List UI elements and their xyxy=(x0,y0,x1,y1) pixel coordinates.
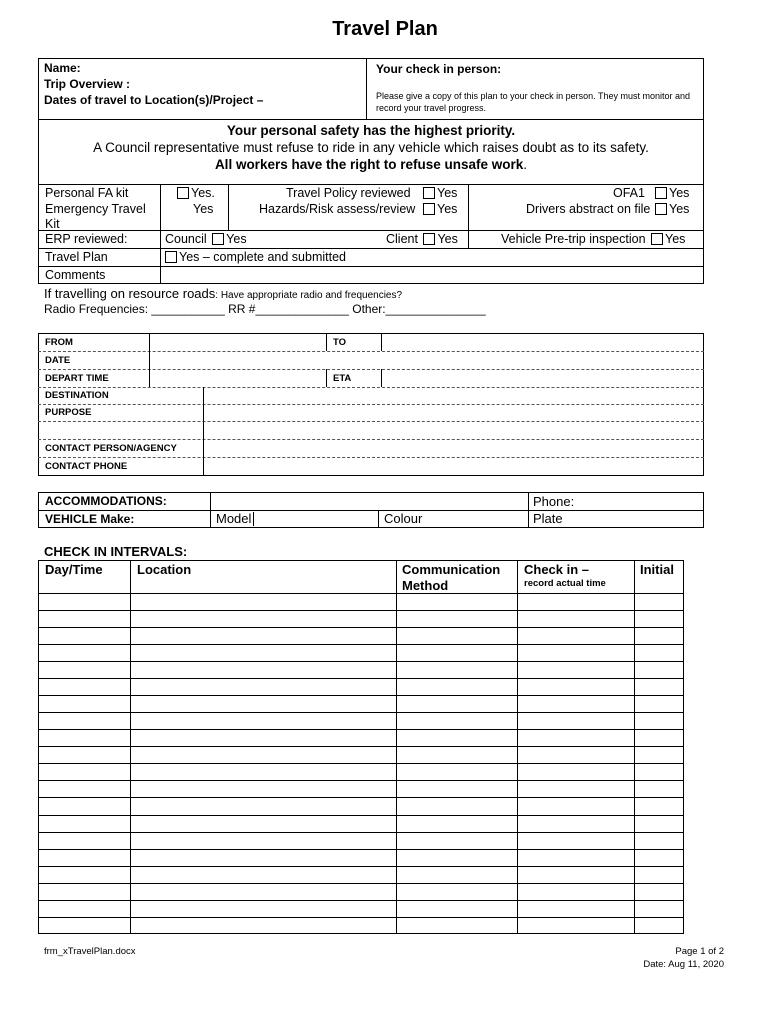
vehicle-pretrip-label: Vehicle Pre-trip inspection xyxy=(501,232,646,246)
col-divider xyxy=(381,333,382,351)
col-divider xyxy=(326,369,327,387)
safety-line-3: All workers have the right to refuse unsafe work xyxy=(214,157,524,172)
dates-label[interactable]: Dates of travel to Location(s)/Project – xyxy=(44,93,264,107)
roads-lead: If travelling on resource roads xyxy=(44,286,216,301)
plate-field[interactable]: Plate xyxy=(533,511,563,526)
model-field[interactable]: Model xyxy=(216,511,252,526)
resource-roads-text xyxy=(44,286,402,301)
client-item[interactable] xyxy=(386,232,458,247)
col-divider xyxy=(528,492,529,528)
ofa1-item[interactable] xyxy=(653,186,689,201)
emergency-kit-line2: Kit xyxy=(45,217,60,231)
checkbox-icon[interactable] xyxy=(655,203,667,215)
emergency-kit-label xyxy=(45,202,146,232)
col-divider xyxy=(326,333,327,351)
checkbox-icon[interactable] xyxy=(423,203,435,215)
comments-field[interactable] xyxy=(161,267,703,283)
text-cursor xyxy=(253,512,254,526)
destination-field[interactable] xyxy=(205,388,703,403)
checkin-row[interactable] xyxy=(38,763,684,764)
col-divider xyxy=(203,387,204,476)
ofa1-yes: Yes xyxy=(669,186,690,200)
accommodations-field[interactable] xyxy=(212,493,527,509)
safety-statement xyxy=(38,120,704,184)
roads-rest: : Have appropriate radio and frequencies? xyxy=(215,290,403,301)
travel-plan-label: Travel Plan xyxy=(45,250,108,264)
col-initial: Initial xyxy=(640,562,674,577)
col-divider xyxy=(210,492,211,528)
col-comm-method xyxy=(402,562,500,594)
col-divider xyxy=(634,560,635,934)
col-day-time: Day/Time xyxy=(45,562,103,577)
vehicle-pretrip-item[interactable] xyxy=(501,232,685,247)
checkin-row[interactable] xyxy=(38,866,684,867)
col-divider xyxy=(396,560,397,934)
to-field[interactable] xyxy=(383,334,703,350)
erp-label: ERP reviewed: xyxy=(45,232,128,246)
eta-label: ETA xyxy=(333,373,352,384)
col-checkin-title: Check in – xyxy=(524,562,590,577)
checkin-row[interactable] xyxy=(38,729,684,730)
checkbox-icon[interactable] xyxy=(177,187,189,199)
travel-plan-value: Yes – complete and submitted xyxy=(179,250,347,264)
trip-overview-label[interactable]: Trip Overview : xyxy=(44,77,131,91)
checkbox-icon[interactable] xyxy=(655,187,667,199)
destination-label: DESTINATION xyxy=(45,390,109,401)
checkin-row[interactable] xyxy=(38,644,684,645)
checkin-person-label[interactable]: Your check in person: xyxy=(376,62,502,76)
personal-fa-yes: Yes. xyxy=(191,186,215,200)
col-location: Location xyxy=(137,562,192,577)
radio-frequencies[interactable]: Radio Frequencies: ___________ RR #______________ Other:_______________ xyxy=(44,302,486,316)
checkin-row[interactable] xyxy=(38,610,684,611)
checkbox-icon[interactable] xyxy=(165,251,177,263)
council-yes: Yes xyxy=(226,232,247,246)
col-divider xyxy=(149,333,150,387)
checkbox-icon[interactable] xyxy=(423,187,435,199)
eta-field[interactable] xyxy=(383,370,703,386)
depart-time-label: DEPART TIME xyxy=(45,373,109,384)
col-comm-line1: Communication xyxy=(402,562,501,577)
col-divider xyxy=(381,369,382,387)
checkin-row[interactable] xyxy=(38,627,684,628)
footer-date: Date: Aug 11, 2020 xyxy=(643,959,724,970)
drivers-item[interactable] xyxy=(653,202,689,217)
purpose-field[interactable] xyxy=(205,405,703,438)
emergency-kit-line1: Emergency Travel xyxy=(45,202,146,216)
council-item[interactable] xyxy=(165,232,247,247)
checkbox-icon[interactable] xyxy=(423,233,435,245)
checkin-row[interactable] xyxy=(38,900,684,901)
drivers-label: Drivers abstract on file xyxy=(526,202,651,216)
phone-field[interactable]: Phone: xyxy=(533,494,575,509)
from-field[interactable] xyxy=(151,334,325,350)
checkin-intervals-heading: CHECK IN INTERVALS: xyxy=(44,544,188,559)
checkin-row[interactable] xyxy=(38,780,684,781)
vehicle-make-label: VEHICLE Make: xyxy=(45,512,135,526)
travel-plan-item[interactable] xyxy=(163,250,346,265)
row-divider xyxy=(38,510,704,511)
col-comm-line2: Method xyxy=(402,578,449,593)
date-field[interactable] xyxy=(151,352,703,368)
checkin-row[interactable] xyxy=(38,883,684,884)
vehicle-yes: Yes xyxy=(665,232,686,246)
depart-time-field[interactable] xyxy=(151,370,325,386)
grid-divider xyxy=(38,248,704,249)
checkbox-icon[interactable] xyxy=(651,233,663,245)
name-field-label[interactable]: Name: xyxy=(44,61,81,75)
page-title: Travel Plan xyxy=(332,18,438,40)
grid-divider xyxy=(228,184,229,230)
hazards-yes: Yes xyxy=(437,202,458,216)
col-divider xyxy=(517,560,518,934)
contact-phone-field[interactable] xyxy=(205,458,703,475)
travel-policy-label: Travel Policy reviewed xyxy=(286,186,411,200)
col-divider xyxy=(378,510,379,528)
grid-divider xyxy=(468,184,469,248)
council-label: Council xyxy=(165,232,207,246)
hazards-item[interactable] xyxy=(421,202,457,217)
ofa1-label: OFA1 xyxy=(613,186,645,200)
col-checkin-note: record actual time xyxy=(524,578,606,589)
checkin-person-note: Please give a copy of this plan to your check in person. They must monitor and record your travel progress. xyxy=(376,91,691,113)
personal-fa-label: Personal FA kit xyxy=(45,186,129,200)
contact-phone-label: CONTACT PHONE xyxy=(45,461,128,472)
date-label: DATE xyxy=(45,355,71,366)
checkin-row[interactable] xyxy=(38,678,684,679)
drivers-yes: Yes xyxy=(669,202,690,216)
checkin-row[interactable] xyxy=(38,849,684,850)
footer-page: Page 1 of 2 xyxy=(675,946,724,957)
checkbox-icon[interactable] xyxy=(212,233,224,245)
safety-line-3-end: . xyxy=(523,157,528,172)
checkin-row[interactable] xyxy=(38,712,684,713)
checkin-row[interactable] xyxy=(38,832,684,833)
accommodations-label: ACCOMMODATIONS: xyxy=(45,494,167,508)
client-label: Client xyxy=(386,232,418,246)
to-label: TO xyxy=(333,337,347,348)
contact-person-label: CONTACT PERSON/AGENCY xyxy=(45,443,177,454)
checkin-table xyxy=(38,560,684,934)
checkin-row[interactable] xyxy=(38,661,684,662)
emergency-yes: Yes xyxy=(193,202,214,216)
col-checkin xyxy=(524,562,606,589)
safety-line-2: A Council representative must refuse to ride in any vehicle which raises doubt as to its safety. xyxy=(93,140,649,155)
contact-person-field[interactable] xyxy=(205,440,703,456)
checkin-row[interactable] xyxy=(38,917,684,918)
comments-label: Comments xyxy=(45,268,106,282)
checkin-row[interactable] xyxy=(38,695,684,696)
colour-field[interactable]: Colour xyxy=(384,511,423,526)
checkin-row[interactable] xyxy=(38,746,684,747)
col-divider xyxy=(130,560,131,934)
client-yes: Yes xyxy=(437,232,458,246)
hazards-label: Hazards/Risk assess/review xyxy=(259,202,416,216)
checkin-row[interactable] xyxy=(38,815,684,816)
safety-line-1: Your personal safety has the highest priority. xyxy=(226,123,516,138)
purpose-label: PURPOSE xyxy=(45,407,92,418)
header-left xyxy=(38,58,367,120)
from-label: FROM xyxy=(45,337,73,348)
travel-policy-yes: Yes xyxy=(437,186,458,200)
checkin-row[interactable] xyxy=(38,797,684,798)
personal-fa-item[interactable] xyxy=(175,186,215,201)
checkin-row[interactable] xyxy=(38,593,684,594)
footer-filename: frm_xTravelPlan.docx xyxy=(44,946,136,957)
travel-policy-item[interactable] xyxy=(421,186,457,201)
